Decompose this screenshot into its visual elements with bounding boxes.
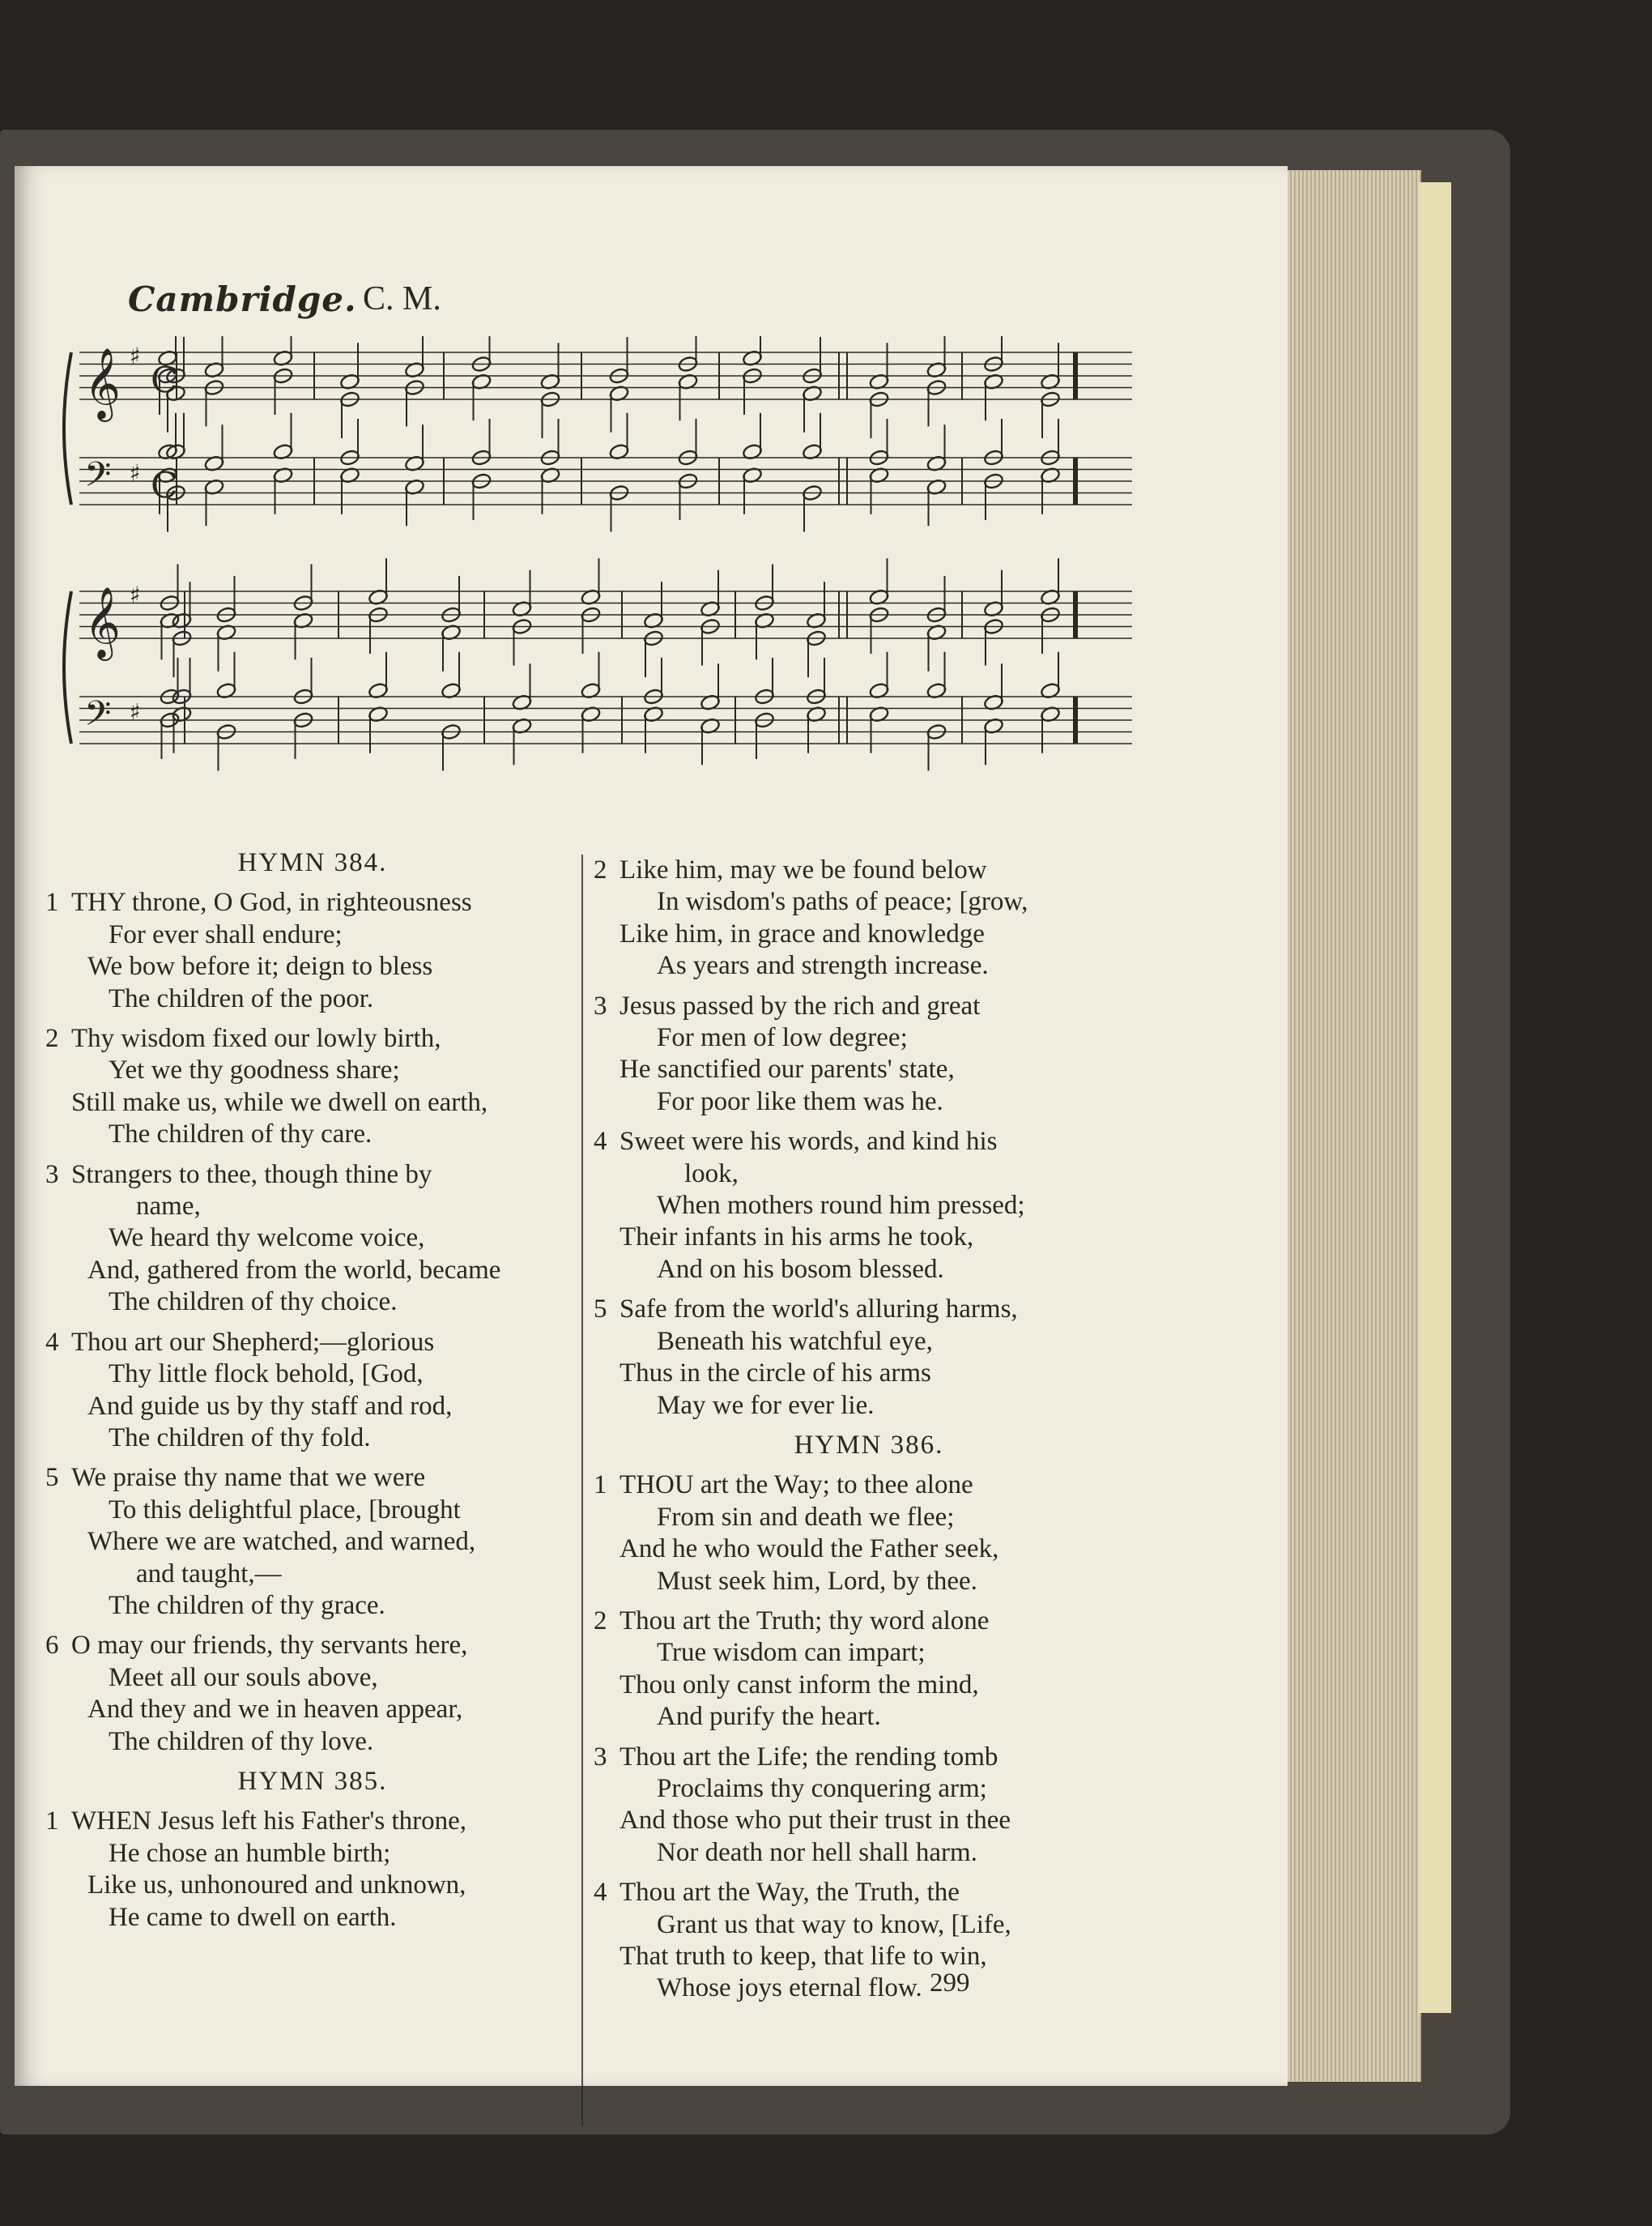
stanza-number: 6	[45, 1631, 59, 1661]
verse-line: Proclaims thy conquering arm;	[657, 1773, 987, 1803]
tune-name: Cambridge.	[128, 279, 357, 319]
hymn-title: HYMN 384.	[237, 848, 388, 877]
verse-line: And purify the heart.	[657, 1702, 881, 1732]
left-column	[45, 842, 580, 1942]
verse-line: And on his bosom blessed.	[657, 1254, 944, 1284]
stanza	[594, 855, 1144, 983]
verse-line: For poor like them was he.	[657, 1086, 943, 1116]
stanza	[594, 1294, 1144, 1422]
verse-line: And they and we in heaven appear,	[87, 1695, 463, 1725]
verse-line: In wisdom's paths of peace; [grow,	[657, 887, 1028, 917]
verse-line: Thy wisdom fixed our lowly birth,	[71, 1024, 441, 1054]
verse-line: The children of thy love.	[109, 1726, 374, 1756]
verse-line: From sin and death we flee;	[657, 1502, 955, 1532]
verse-line: Still make us, while we dwell on earth,	[71, 1087, 488, 1117]
verse-line: Their infants in his arms he took,	[620, 1222, 974, 1252]
verse-line: That truth to keep, that life to win,	[620, 1942, 987, 1971]
verse-line: As years and strength increase.	[657, 951, 989, 981]
verse-line: He came to dwell on earth.	[109, 1902, 397, 1932]
time-signature-icon: C	[151, 465, 178, 507]
tune-meter: C. M.	[363, 280, 441, 318]
verse-line: True wisdom can impart;	[657, 1638, 926, 1668]
stanza-number: 3	[45, 1159, 59, 1189]
verse-line: When mothers round him pressed;	[657, 1191, 1025, 1221]
stanza-number: 2	[45, 1024, 59, 1054]
stanza	[594, 1126, 1144, 1286]
verse-line: Thou art the Life; the rending tomb	[620, 1742, 998, 1772]
bass-clef-icon: 𝄢	[84, 454, 112, 504]
verse-line: Grant us that way to know, [Life,	[657, 1909, 1011, 1939]
verse-line: The children of the poor.	[109, 983, 374, 1013]
verse-line: We bow before it; deign to bless	[87, 952, 433, 982]
verse-line: Like us, unhonoured and unknown,	[87, 1870, 466, 1900]
time-signature-icon: C	[151, 360, 178, 402]
stanza	[594, 1606, 1144, 1733]
stanza	[594, 991, 1144, 1119]
stanza	[45, 1023, 580, 1151]
verse-line: And guide us by thy staff and rod,	[87, 1391, 453, 1421]
bass-clef-icon: 𝄢	[84, 693, 112, 743]
column-divider	[581, 855, 583, 2126]
verse-line: We praise thy name that we were	[71, 1463, 426, 1493]
sharp-icon: ♯	[130, 343, 141, 369]
verse-line: We heard thy welcome voice,	[109, 1223, 425, 1253]
verse-line: Yet we thy goodness share;	[109, 1055, 400, 1085]
verse-line: Safe from the world's alluring harms,	[620, 1294, 1018, 1324]
verse-line: Must seek him, Lord, by thee.	[657, 1566, 977, 1596]
verse-line: And those who put their trust in thee	[620, 1806, 1011, 1836]
verse-line: Meet all our souls above,	[109, 1662, 378, 1692]
verse-line: Jesus passed by the rich and great	[620, 991, 981, 1021]
verse-line: Like him, may we be found below	[620, 855, 987, 885]
verse-line: He chose an humble birth;	[109, 1838, 391, 1868]
verse-line: Where we are watched, and warned,	[87, 1527, 476, 1557]
stanza-number: 3	[594, 1742, 607, 1772]
verse-line: For ever shall endure;	[109, 919, 343, 949]
stanza	[594, 1877, 1144, 2005]
hymn-title: HYMN 385.	[237, 1766, 388, 1796]
stanza	[45, 887, 580, 1015]
verse-line: THY throne, O God, in righteousness	[71, 888, 472, 918]
stanza	[594, 1469, 1144, 1597]
verse-line: look,	[684, 1158, 739, 1188]
treble-clef-icon: 𝄞	[84, 586, 121, 658]
stanza-number: 5	[45, 1463, 59, 1493]
sharp-icon: ♯	[130, 459, 141, 487]
verse-line: The children of thy choice.	[109, 1287, 398, 1317]
verse-line: Whose joys eternal flow.	[657, 1973, 922, 2003]
sharp-icon: ♯	[130, 698, 141, 726]
verse-line: O may our friends, thy servants here,	[71, 1631, 468, 1661]
verse-line: For men of low degree;	[657, 1023, 908, 1053]
music-systems	[64, 336, 1132, 771]
verse-line: Sweet were his words, and kind his	[620, 1127, 998, 1157]
verse-line: Thus in the circle of his arms	[620, 1358, 931, 1388]
stanza-number: 4	[594, 1878, 607, 1908]
stanza-number: 3	[594, 991, 607, 1021]
verse-line: Like him, in grace and knowledge	[620, 919, 985, 949]
stanza	[45, 1462, 580, 1622]
verse-line: name,	[136, 1192, 201, 1222]
sharp-icon: ♯	[130, 582, 141, 608]
page-edges	[1284, 170, 1421, 2082]
stanza	[45, 1327, 580, 1455]
music-score	[47, 336, 1148, 822]
brace	[64, 591, 71, 744]
stanza	[45, 1159, 580, 1319]
stanza-number: 4	[45, 1327, 59, 1357]
stanza-number: 1	[45, 1806, 59, 1836]
verse-line: Thou art the Truth; thy word alone	[620, 1606, 990, 1635]
stanza	[45, 1806, 580, 1934]
treble-clef-icon: 𝄞	[84, 347, 121, 419]
brace	[64, 352, 71, 505]
hymn-title: HYMN 386.	[794, 1430, 944, 1460]
stanza	[45, 1630, 580, 1758]
stanza	[594, 1742, 1144, 1870]
verse-line: And he who would the Father seek,	[620, 1534, 999, 1564]
verse-line: Thou art our Shepherd;—glorious	[71, 1327, 435, 1357]
verse-line: To this delightful place, [brought	[109, 1495, 461, 1525]
verse-line: May we for ever lie.	[657, 1390, 875, 1420]
verse-line: THOU art the Way; to thee alone	[620, 1470, 973, 1500]
verse-line: Thou art the Way, the Truth, the	[620, 1878, 960, 1908]
stanza-number: 1	[594, 1470, 607, 1500]
verse-line: The children of thy fold.	[109, 1422, 371, 1452]
verse-line: The children of thy care.	[109, 1119, 373, 1149]
verse-line: Thy little flock behold, [God,	[109, 1359, 424, 1389]
endpaper	[1419, 182, 1451, 2013]
verse-line: The children of thy grace.	[109, 1590, 385, 1620]
stanza-number: 1	[45, 888, 59, 918]
book-page	[15, 166, 1288, 2086]
verse-line: Thou only canst inform the mind,	[620, 1670, 979, 1699]
stanza-number: 2	[594, 855, 607, 885]
page-number: 299	[930, 1968, 970, 1998]
stanza-number: 4	[594, 1127, 607, 1157]
verse-line: Beneath his watchful eye,	[657, 1326, 933, 1356]
verse-line: and taught,—	[136, 1559, 282, 1588]
stanza-number: 5	[594, 1294, 607, 1324]
verse-line: Strangers to thee, though thine by	[71, 1159, 432, 1189]
verse-line: Nor death nor hell shall harm.	[657, 1837, 977, 1867]
verse-line: He sanctified our parents' state,	[620, 1055, 955, 1085]
verse-line: And, gathered from the world, became	[87, 1255, 501, 1285]
verse-line: WHEN Jesus left his Father's throne,	[71, 1806, 467, 1836]
stanza-number: 2	[594, 1606, 607, 1635]
right-column	[594, 855, 1144, 2013]
